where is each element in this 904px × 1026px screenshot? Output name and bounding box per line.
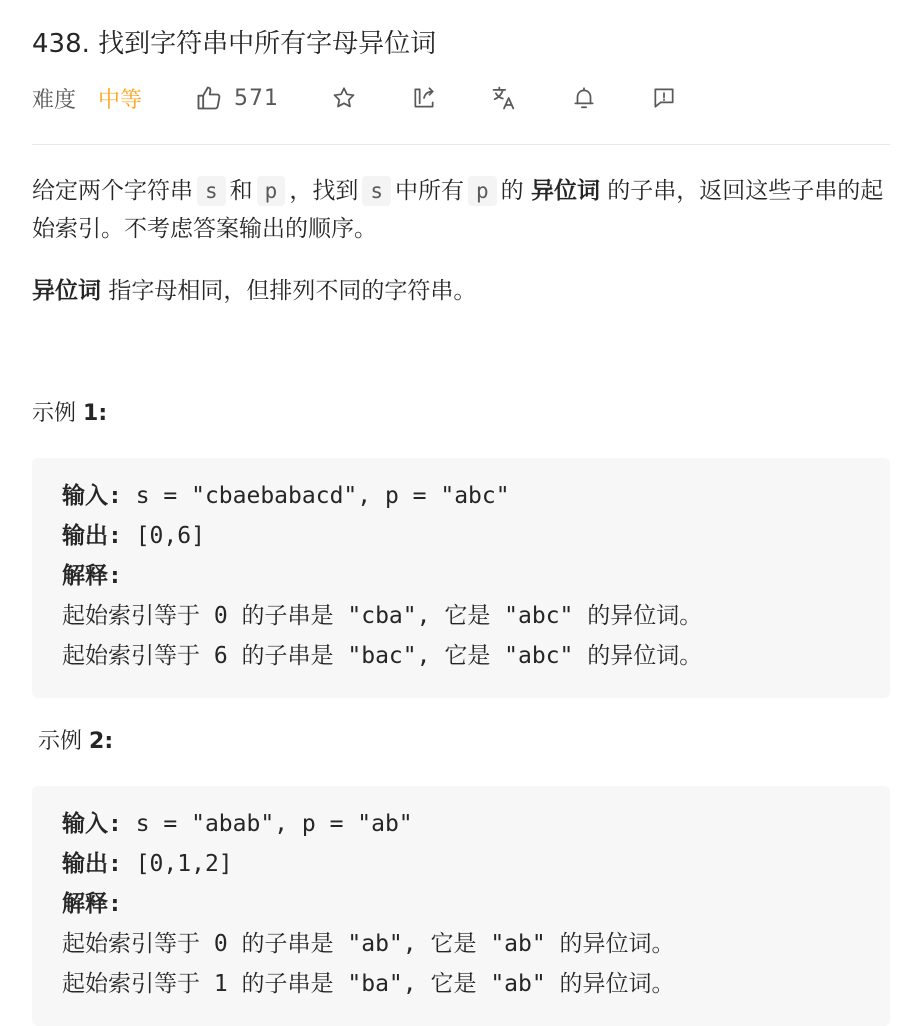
output-label: 输出: [62,523,122,549]
share-icon[interactable] [409,83,439,113]
example-2-code-block [32,786,890,1026]
like-count: 571 [234,85,280,111]
desc-text: 和 [229,178,253,204]
problem-description [32,172,890,248]
desc-text: ，找到 [289,178,359,204]
anagram-definition [32,272,476,310]
feedback-icon[interactable] [649,83,679,113]
example-title-prefix: 示例 [32,401,77,426]
inline-code-s: s [197,176,226,206]
anagram-term: 异位词 [530,178,600,204]
inline-code-s: s [362,176,391,206]
explanation-line: 起始索引等于 1 的子串是 "ba", 它是 "ab" 的异位词。 [62,971,675,997]
explanation-line: 起始索引等于 6 的子串是 "bac", 它是 "abc" 的异位词。 [62,643,703,669]
desc-text: 的 [500,178,524,204]
example-2-title [38,726,113,758]
explanation-label: 解释: [62,891,122,917]
explanation-label: 解释: [62,563,122,589]
anagram-term: 异位词 [32,278,101,304]
difficulty-label: 难度 [32,87,77,113]
example-title-number: 2: [89,729,114,754]
input-value: s = "cbaebabacd", p = "abc" [121,483,510,509]
output-value: [0,6] [121,523,205,549]
example-1-title [32,398,107,430]
desc-text: 中所有 [394,178,464,204]
desc-text: 的子串，返回这些子串的起始索引。不考虑答案输出的顺序。 [32,178,884,242]
problem-title: 438. 找到字符串中所有字母异位词 [32,29,437,59]
problem-meta-bar [32,80,679,116]
description-paragraph [32,172,890,248]
desc-text: 给定两个字符串 [32,178,193,204]
output-label: 输出: [62,851,122,877]
input-value: s = "abab", p = "ab" [121,811,413,837]
input-label: 输入: [62,483,122,509]
thumbs-up-icon[interactable] [194,83,224,113]
example-1-code-block [32,458,890,698]
like-button[interactable] [194,83,279,113]
example-title-number: 1: [83,401,108,426]
input-label: 输入: [62,811,122,837]
inline-code-p: p [468,176,497,206]
header-divider [32,144,890,145]
translate-icon[interactable] [489,83,519,113]
bell-icon[interactable] [569,83,599,113]
definition-text: 指字母相同，但排列不同的字符串。 [108,278,477,304]
inline-code-p: p [257,176,286,206]
star-icon[interactable] [329,83,359,113]
example-title-prefix: 示例 [38,729,83,754]
explanation-line: 起始索引等于 0 的子串是 "ab", 它是 "ab" 的异位词。 [62,931,675,957]
difficulty-badge: 中等 [98,87,143,113]
output-value: [0,1,2] [121,851,233,877]
explanation-line: 起始索引等于 0 的子串是 "cba", 它是 "abc" 的异位词。 [62,603,703,629]
